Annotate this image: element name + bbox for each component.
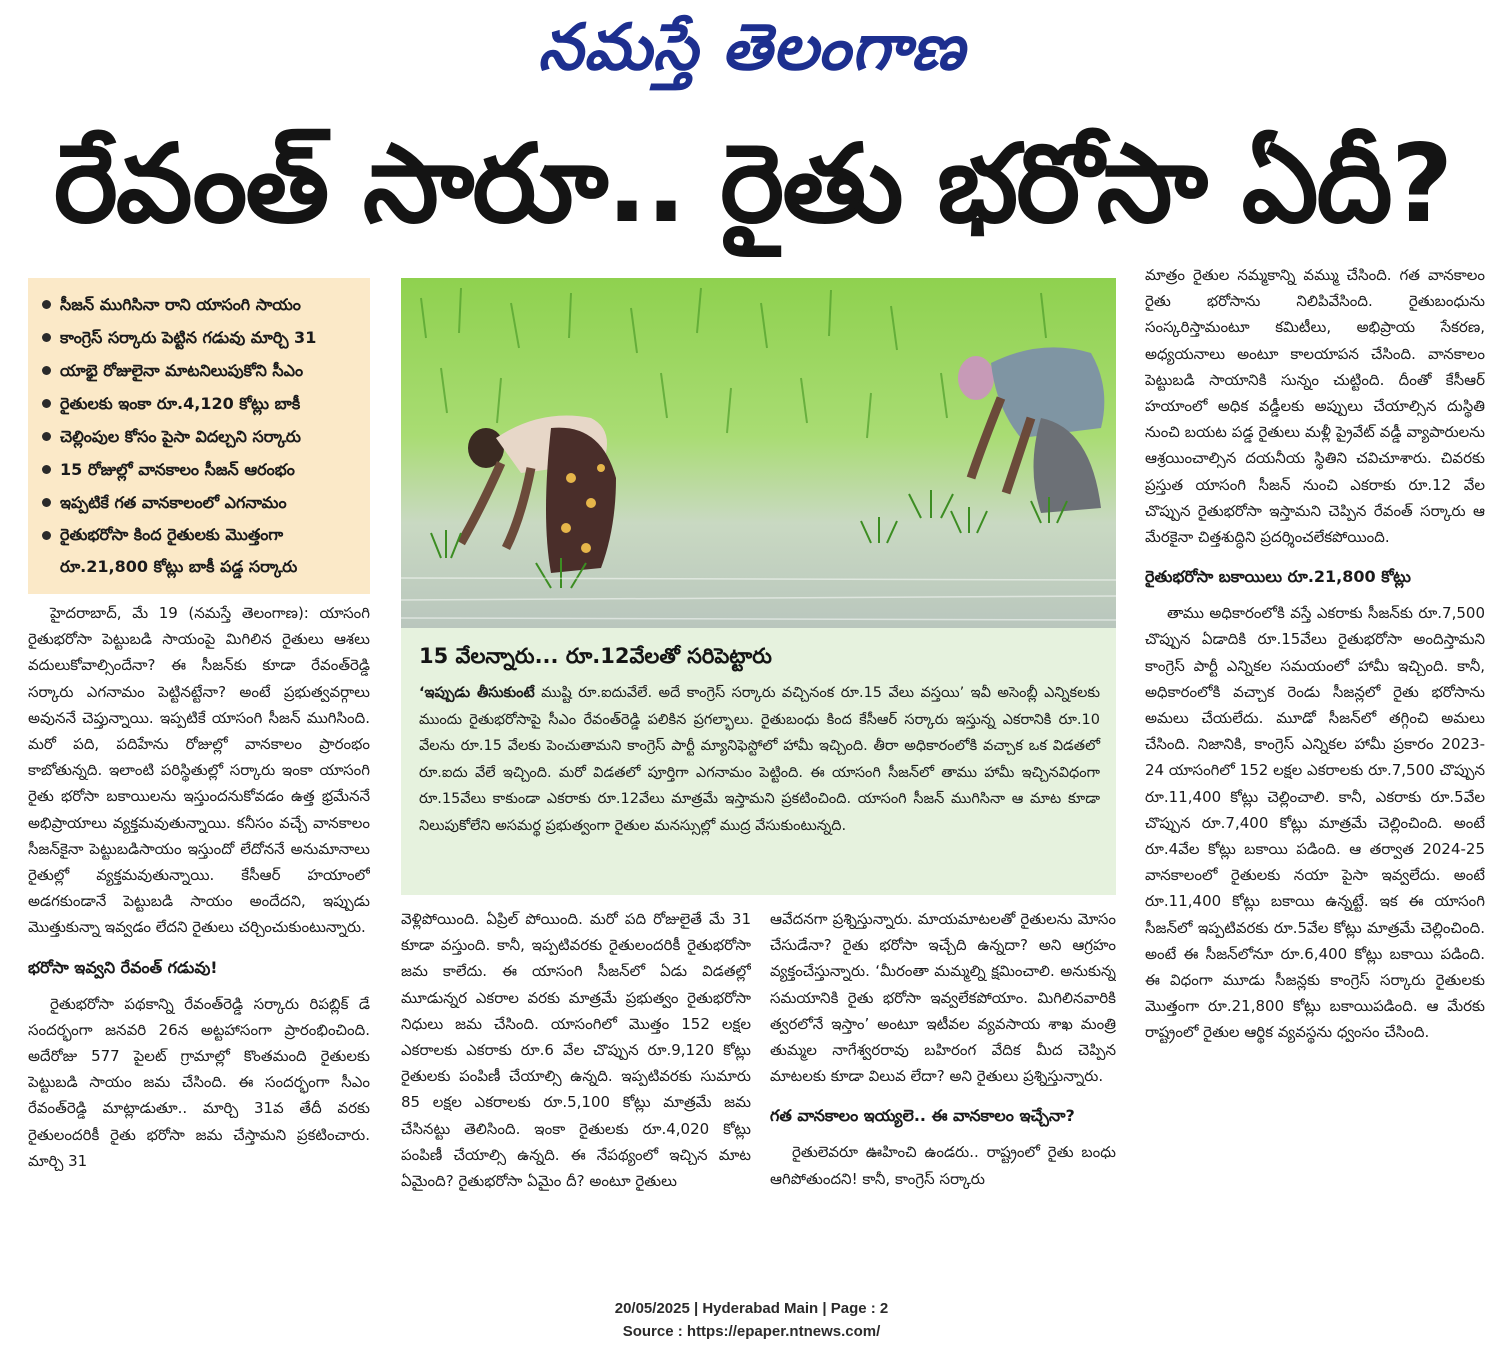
caption-body: ముష్టి రూ.ఐదువేలే. అదే కాంగ్రెస్ సర్కారు వచ్చినంక రూ.15 వేలు వస్తయి’ ఇవీ అసెంబ్లీ ఎన్నికలకు ముందు రైతుభరోసాపై సీఎం రేవంత్‌రెడ్డి పలికిన ప్రగల్భాలు. రైతుబంధు కింద కేసీఆర్ సర్కారు ఇస్తున్న ఎకరానికి రూ.10 వేలను రూ.15 వేలకు పెంచుతామని కాంగ్రెస్ పార్టీ మ్యానిఫెస్టోలో హామీ ఇచ్చింది. తీరా అధికారంలోకి వచ్చాక ఒక విడతలో రూ.ఐదు వేలే ఇచ్చింది. మరో విడతలో పూర్తిగా ఎగనామం పెట్టింది. ఈ యాసంగి సీజన్‌లో తాము హామీ ఇచ్చినవిధంగా రూ.15వేలు కాకుండా ఎకరాకు రూ.12వేలు మాత్రమే ఇస్తామని ప్రకటించింది. యాసంగి సీజన్ ముగిసినా ఆ మాట కూడా నిలుపుకోలేని అసమర్థ ప్రభుత్వంగా రైతుల మనస్సుల్లో ముద్ర వేసుకుంటున్నది. — [419, 685, 1100, 834]
masthead-logo: నమస్తే తెలంగాణ — [537, 11, 966, 85]
footer-source: Source : https://epaper.ntnews.com/ — [622, 1323, 881, 1340]
highlight-item: ఇప్పటికే గత వానకాలంలో ఎగనామం — [38, 486, 364, 519]
subheading: గత వానకాలం ఇయ్యలె.. ఈ వానకాలం ఇచ్చేనా? — [770, 1106, 1075, 1126]
caption-text — [419, 680, 1100, 839]
headline: రేవంత్ సారూ.. రైతు భరోసా ఏదీ? — [53, 122, 1452, 247]
paragraph: రైతులెవరూ ఊహించి ఉండరు.. రాష్ట్రంలో రైతు బంధు ఆగిపోతుందని! కానీ, కాంగ్రెస్ సర్కారు — [770, 1143, 1116, 1188]
highlights-list — [38, 288, 364, 583]
rice-field-photo — [401, 278, 1116, 628]
highlight-item: రైతులకు ఇంకా రూ.4,120 కోట్లు బాకీ — [38, 387, 364, 420]
caption-lead: ‘ఇప్పుడు తీసుకుంటే — [419, 685, 535, 701]
highlight-item: చెల్లింపుల కోసం పైసా విదల్చని సర్కారు — [38, 420, 364, 453]
paragraph: వెళ్లిపోయింది. ఏప్రిల్ పోయింది. మరో పది రోజులైతే మే 31 కూడా వస్తుంది. కానీ, ఇప్పటివరకు రైతులందరికీ రైతుభరోసా జమ కాలేదు. ఈ యాసంగి సీజన్‌లో ఏడు విడతల్లో మూడున్నర ఎకరాల వరకు మాత్రమే ప్రభుత్వం రైతుభరోసా నిధులు జమ చేసింది. యాసంగిలో మొత్తం 152 లక్షల ఎకరాలకు ఎకరాకు రూ.6 వేల చొప్పున రూ.9,120 కోట్లు రైతులకు పంపిణీ చేయాల్సి ఉన్నది. ఇప్పటివరకు సుమారు 85 లక్షల ఎకరాలకు రూ.5,100 కోట్లు మాత్రమే జమ చేసినట్టు తెలిసింది. ఇంకా రైతులకు రూ.4,020 కోట్లు పంపిణీ చేయాల్సి ఉన్నది. ఈ నేపథ్యంలో ఇచ్చిన మాట ఏమైంది? రైతుభరోసా ఏమైం దీ? అంటూ రైతులు — [401, 910, 751, 1191]
highlight-item: రైతుభరోసా కింద రైతులకు మొత్తంగా రూ.21,800 కోట్లు బాకీ పడ్డ సర్కారు — [38, 519, 364, 583]
footer-edition-info: 20/05/2025 | Hyderabad Main | Page : 2 — [614, 1300, 889, 1317]
page-footer — [0, 1297, 1503, 1343]
article-column-3 — [770, 906, 1116, 1290]
subheading: భరోసా ఇవ్వని రేవంత్ గడువు! — [28, 957, 218, 977]
paragraph: రైతుభరోసా పథకాన్ని రేవంత్‌రెడ్డి సర్కారు రిపబ్లిక్ డే సందర్భంగా జనవరి 26న అట్టహాసంగా ప్రారంభించింది. అదేరోజు 577 పైలట్ గ్రామాల్లో కొంతమంది రైతులకు పెట్టుబడి సాయం జమ చేసింది. ఈ సందర్భంగా సీఎం రేవంత్‌రెడ్డి మాట్లాడుతూ.. మార్చి 31వ తేదీ వరకు రైతులందరికీ రైతు భరోసా జమ చేస్తామని ప్రకటించారు. మార్చి 31 — [28, 994, 370, 1170]
article-column-1 — [28, 600, 370, 1290]
highlights-box — [28, 278, 370, 594]
highlight-item: 15 రోజుల్లో వానకాలం సీజన్ ఆరంభం — [38, 453, 364, 486]
highlight-item: కాంగ్రెస్ సర్కారు పెట్టిన గడువు మార్చి 31 — [38, 321, 364, 354]
paragraph: తాము అధికారంలోకి వస్తే ఎకరాకు సీజన్‌కు రూ.7,500 చొప్పున ఏడాదికి రూ.15వేలు రైతుభరోసా అందిస్తామని కాంగ్రెస్ పార్టీ ఎన్నికల సమయంలో హామీ ఇచ్చింది. కానీ, అధికారంలోకి వచ్చాక రెండు సీజన్లలో రైతు భరోసాను అమలు చేయలేదు. మూడో సీజన్‌లో తగ్గించి అమలు చేసింది. నిజానికి, కాంగ్రెస్ ఎన్నికల హామీ ప్రకారం 2023-24 యాసంగిలో 152 లక్షల ఎకరాలకు రూ.7,500 చొప్పున రూ.11,400 కోట్లు చెల్లించాలి. కానీ, ఎకరాకు రూ.5వేల చొప్పున రూ.7,400 కోట్లు మాత్రమే చెల్లించింది. అంటే రూ.4వేల కోట్లు బకాయి పడింది. ఆ తర్వాత 2024-25 వానకాలంలో రైతులకు నయా పైసా ఇవ్వలేదు. అంటే రూ.11,400 కోట్లు బకాయి ఉన్నట్టే. ఇక ఈ యాసంగి సీజన్‌లో ఇప్పటివరకు రూ.5వేల కోట్లు మాత్రమే చెల్లించింది. అంటే ఈ సీజన్‌లోనూ రూ.6,400 కోట్లు బకాయి పడింది. ఈ విధంగా మూడు సీజన్లకు కాంగ్రెస్ సర్కారు రైతులకు మొత్తంగా రూ.21,800 కోట్లు బకాయిపడింది. ఆ మేరకు రాష్ట్రంలో రైతుల ఆర్థిక వ్యవస్థను ధ్వంసం చేసింది. — [1145, 604, 1485, 1042]
subheading: రైతుభరోసా బకాయిలు రూ.21,800 కోట్లు — [1145, 567, 1411, 587]
paragraph: మాత్రం రైతుల నమ్మకాన్ని వమ్ము చేసింది. గత వానకాలం రైతు భరోసాను నిలిపివేసింది. రైతుబంధును సంస్కరిస్తామంటూ కమిటీలు, అభిప్రాయ సేకరణ, అధ్యయనాలు అంటూ కాలయాపన చేసింది. వానకాలం పెట్టుబడి సాయానికి సున్నం చుట్టింది. దీంతో కేసీఆర్ హయాంలో అధిక వడ్డీలకు అప్పులు చేయాల్సిన దుస్థితి నుంచి బయట పడ్డ రైతులు మళ్లీ ప్రైవేట్ వడ్డీ వ్యాపారులను ఆశ్రయించాల్సిన దయనీయ స్థితిని చవిచూశారు. చివరకు ప్రస్తుత యాసంగి సీజన్ నుంచి ఎకరాకు రూ.12 వేల చొప్పున రైతుభరోసా ఇస్తామని చెప్పిన రేవంత్ సర్కారు ఆ మేరకైనా చిత్తశుద్ధిని ప్రదర్శించలేకపోయింది. — [1145, 266, 1485, 547]
highlight-item: యాభై రోజులైనా మాటనిలుపుకోని సీఎం — [38, 354, 364, 387]
article-column-2 — [401, 906, 751, 1290]
caption-title: 15 వేలన్నారు... రూ.12వేలతో సరిపెట్టారు — [419, 644, 772, 668]
paragraph: హైదరాబాద్, మే 19 (నమస్తే తెలంగాణ): యాసంగి రైతుభరోసా పెట్టుబడి సాయంపై మిగిలిన రైతులు ఆశలు వదులుకోవాల్సిందేనా? ఈ సీజన్‌కు కూడా రేవంత్‌రెడ్డి సర్కారు ఎగనామం పెట్టినట్టేనా? అంటే ప్రభుత్వవర్గాలు అవుననే చెప్తున్నాయి. ఇప్పటికే యాసంగి సీజన్ ముగిసింది. మరో పది, పదిహేను రోజుల్లో వానకాలం ప్రారంభం కాబోతున్నది. ఇలాంటి పరిస్థితుల్లో సర్కారు ఇంకా యాసంగి రైతు భరోసా బకాయిలను ఇస్తుందనుకోవడం ఉత్త భ్రమేననే అభిప్రాయాలు వ్యక్తమవుతున్నాయి. కనీసం వచ్చే వానకాలం సీజన్‌కైనా పెట్టుబడిసాయం ఇస్తుందో లేదోననే అనుమానాలు రైతుల్లో వ్యక్తమవుతున్నాయి. కేసీఆర్ హయాంలో అడగకుండానే పెట్టుబడి సాయం అందేదని, ఇప్పుడు మొత్తుకున్నా ఇవ్వడం లేదని రైతులు చర్చించుకుంటున్నారు. — [28, 604, 370, 937]
highlight-item: సీజన్ ముగిసినా రాని యాసంగి సాయం — [38, 288, 364, 321]
article-column-4 — [1145, 262, 1485, 1290]
photo-caption-box — [401, 628, 1116, 895]
paragraph: ఆవేదనగా ప్రశ్నిస్తున్నారు. మాయమాటలతో రైతులను మోసం చేసుడేనా? రైతు భరోసా ఇచ్చేది ఉన్నదా? అని ఆగ్రహం వ్యక్తంచేస్తున్నారు. ‘మీరంతా మమ్మల్ని క్షమించాలి. అనుకున్న సమయానికి రైతు భరోసా ఇవ్వలేకపోయాం. మిగిలినవారికి త్వరలోనే ఇస్తాం’ అంటూ ఇటీవల వ్యవసాయ శాఖ మంత్రి తుమ్మల నాగేశ్వరరావు బహిరంగ వేదిక మీద చెప్పిన మాటలకు కూడా విలువ లేదా? అని రైతులు ప్రశ్నిస్తున్నారు. — [770, 910, 1116, 1086]
